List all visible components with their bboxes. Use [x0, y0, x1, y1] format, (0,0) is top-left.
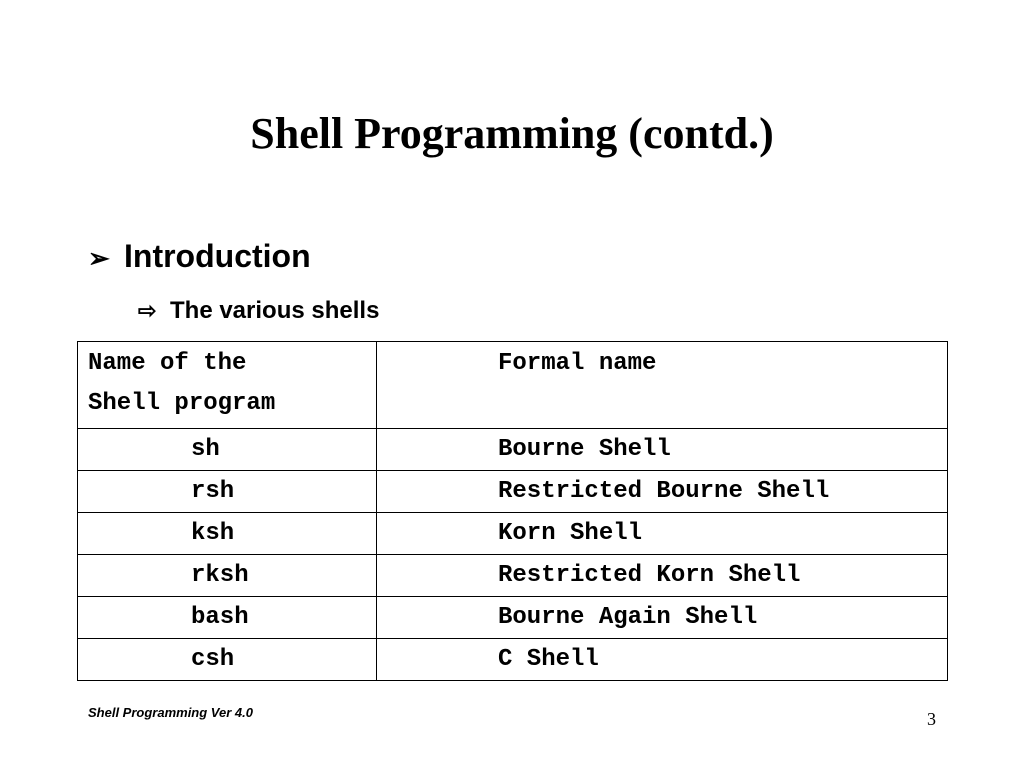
shell-name-cell [78, 555, 377, 597]
formal-name: Bourne Again Shell [498, 604, 758, 631]
formal-name-cell [377, 471, 948, 513]
page-number: 3 [927, 709, 936, 729]
shells-table [77, 341, 948, 681]
arrowhead-bullet-icon: ➢ [88, 243, 110, 273]
table-row [78, 597, 948, 639]
table-row [78, 639, 948, 681]
formal-name-cell [377, 555, 948, 597]
formal-name: Bourne Shell [498, 436, 671, 463]
shell-name-cell [78, 513, 377, 555]
shell-name: rsh [191, 478, 235, 505]
shell-name-cell [78, 639, 377, 681]
formal-name-cell [377, 513, 948, 555]
header-cell-name [78, 342, 377, 429]
shell-name: sh [191, 436, 220, 463]
footer-course-title: Shell Programming Ver 4.0 [88, 705, 253, 720]
formal-name-cell [377, 597, 948, 639]
bullet-label: Introduction [124, 238, 311, 274]
bullet-introduction [88, 236, 311, 278]
formal-name: Restricted Bourne Shell [498, 478, 830, 505]
shell-name: csh [191, 646, 235, 673]
formal-name: Korn Shell [498, 520, 643, 547]
header-name-label: Name of the Shell program [88, 350, 276, 417]
hollow-arrow-bullet-icon: ⇨ [138, 298, 157, 323]
shell-name: rksh [191, 562, 249, 589]
shell-name-cell [78, 429, 377, 471]
table-header-row [78, 342, 948, 429]
table-row [78, 471, 948, 513]
sub-bullet-various-shells [138, 296, 379, 326]
header-cell-formal [377, 342, 948, 429]
table-row [78, 429, 948, 471]
header-formal-label: Formal name [498, 350, 657, 377]
table-row [78, 513, 948, 555]
sub-bullet-label: The various shells [170, 297, 380, 324]
shell-name: ksh [191, 520, 235, 547]
formal-name: C Shell [498, 646, 599, 673]
shell-name-cell [78, 471, 377, 513]
shell-name-cell [78, 597, 377, 639]
table-row [78, 555, 948, 597]
formal-name: Restricted Korn Shell [498, 562, 801, 589]
slide-title: Shell Programming (contd.) [250, 109, 774, 158]
shell-name: bash [191, 604, 249, 631]
formal-name-cell [377, 639, 948, 681]
formal-name-cell [377, 429, 948, 471]
